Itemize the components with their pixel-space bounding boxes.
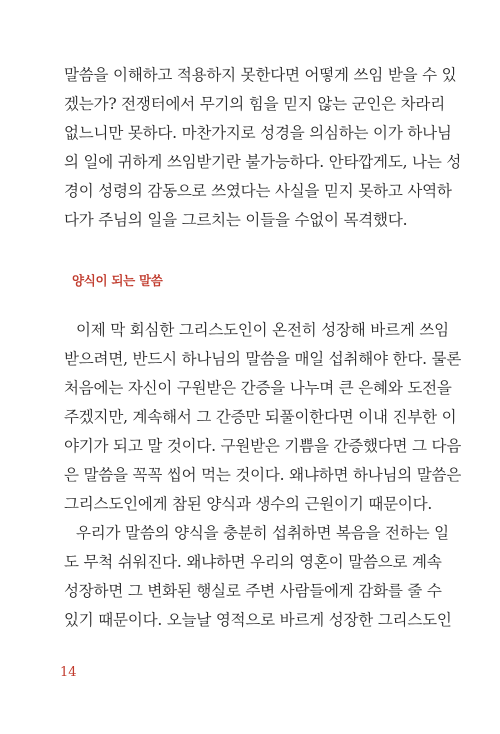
text-line: 다가 주님의 일을 그르치는 이들을 수없이 목격했다. bbox=[64, 211, 408, 229]
text-line: 경이 성령의 감동으로 쓰였다는 사실을 믿지 못하고 사역하 bbox=[64, 182, 452, 200]
text-line: 도 무척 쉬워진다. 왜냐하면 우리의 영혼이 말씀으로 계속 bbox=[64, 553, 442, 571]
text-line: 이제 막 회심한 그리스도인이 온전히 성장해 바르게 쓰임 bbox=[76, 321, 449, 339]
text-line: 의 일에 귀하게 쓰임받기란 불가능하다. 안타깝게도, 나는 성 bbox=[64, 153, 462, 171]
text-line: 성장하면 그 변화된 행실로 주변 사람들에게 감화를 줄 수 bbox=[64, 582, 442, 600]
text-line: 야기가 되고 말 것이다. 구원받은 기쁨을 간증했다면 그 다음 bbox=[64, 437, 462, 455]
text-line: 은 말씀을 꼭꼭 씹어 먹는 것이다. 왜냐하면 하나님의 말씀은 bbox=[64, 466, 462, 484]
text-line: 있기 때문이다. 오늘날 영적으로 바르게 성장한 그리스도인 bbox=[64, 611, 452, 629]
text-line: 겠는가? 전쟁터에서 무기의 힘을 믿지 않는 군인은 차라리 bbox=[64, 95, 445, 113]
section-heading: 양식이 되는 말씀 bbox=[72, 273, 163, 288]
text-line: 그리스도인에게 참된 양식과 생수의 근원이기 때문이다. bbox=[64, 495, 433, 513]
text-line: 처음에는 자신이 구원받은 간증을 나누며 큰 은혜와 도전을 bbox=[64, 379, 452, 397]
text-line: 말씀을 이해하고 적용하지 못한다면 어떻게 쓰임 받을 수 있 bbox=[64, 66, 457, 84]
paragraph-section bbox=[64, 316, 462, 635]
paragraph-continued bbox=[64, 61, 462, 235]
text-line: 우리가 말씀의 양식을 충분히 섭취하면 복음을 전하는 일 bbox=[76, 524, 449, 542]
text-line: 주겠지만, 계속해서 그 간증만 되풀이한다면 이내 진부한 이 bbox=[64, 408, 457, 426]
page-number: 14 bbox=[60, 665, 77, 680]
text-line: 받으려면, 반드시 하나님의 말씀을 매일 섭취해야 한다. 물론 bbox=[64, 350, 462, 368]
text-line: 없느니만 못하다. 마찬가지로 성경을 의심하는 이가 하나님 bbox=[64, 124, 452, 142]
